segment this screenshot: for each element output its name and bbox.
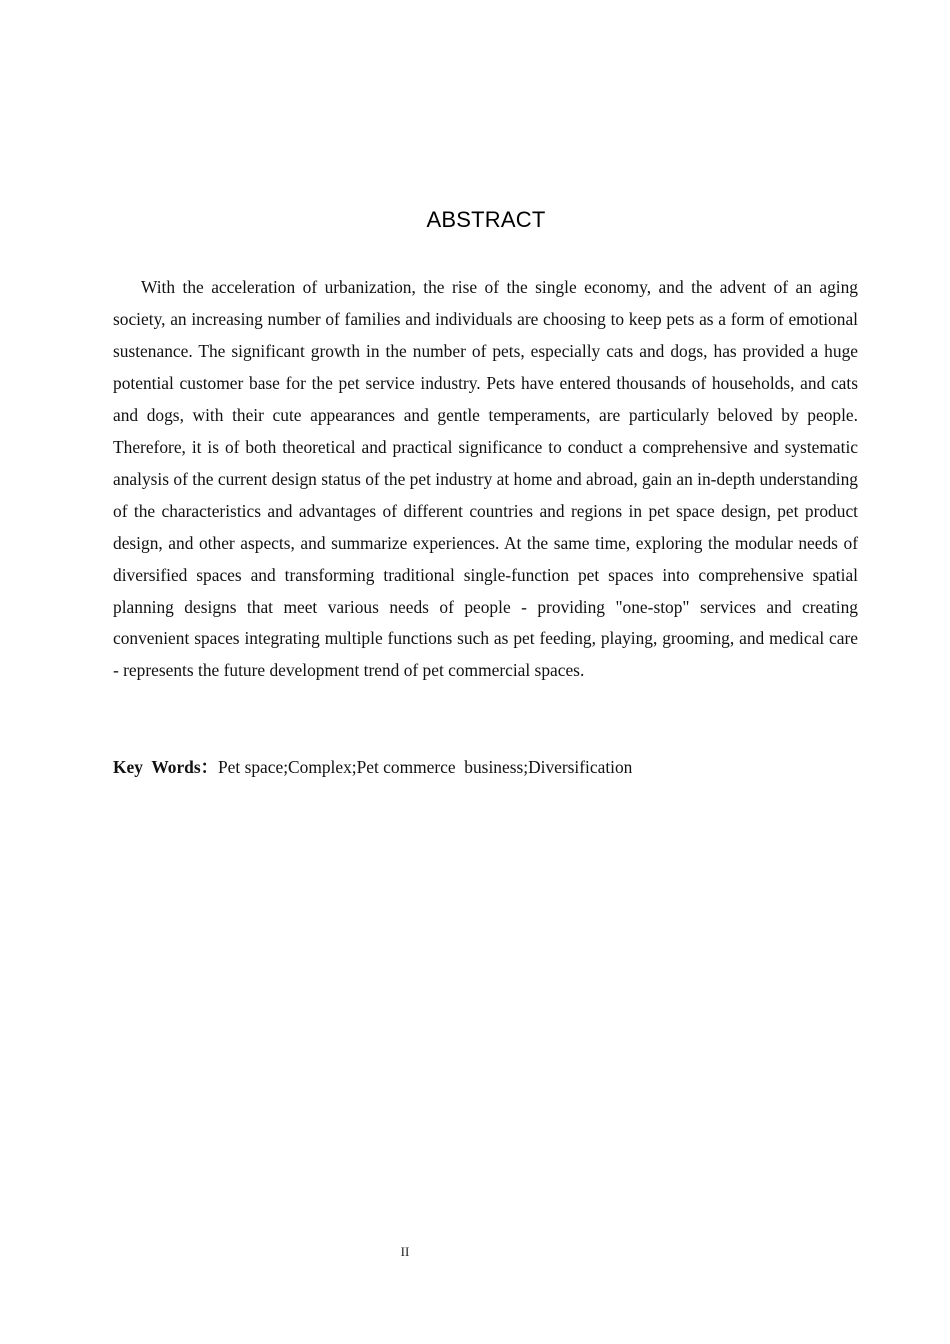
abstract-body: With the acceleration of urbanization, the rise of the single economy, and the advent of an aging society, an increasing number of families and individuals are choosing to keep pets as a form of emotional sustenance. The significant growth in the number of pets, especially cats and dogs, has provided a huge potential customer base for the pet service industry. Pets have entered thousands of households, and cats and dogs, with their cute appearances and gentle temperaments, are particularly beloved by people. Therefore, it is of both theoretical and practical significance to conduct a comprehensive and systematic analysis of the current design status of the pet industry at home and abroad, gain an in-depth understanding of the characteristics and advantages of different countries and regions in pet space design, pet product design, and other aspects, and summarize experiences. At the same time, exploring the modular needs of diversified spaces and transforming traditional single-function pet spaces into comprehensive spatial planning designs that meet various needs of people - providing "one-stop" services and creating convenient spaces integrating multiple functions such as pet feeding, playing, grooming, and medical care - represents the future development trend of pet commercial spaces.: [113, 277, 858, 681]
keywords-value: Pet space;Complex;Pet commerce business;Diversification: [218, 757, 633, 777]
page-number: II: [400, 1244, 410, 1259]
keywords-line: [113, 752, 858, 782]
abstract-title: ABSTRACT: [426, 207, 546, 232]
keywords-label: Key Words：: [113, 757, 218, 777]
